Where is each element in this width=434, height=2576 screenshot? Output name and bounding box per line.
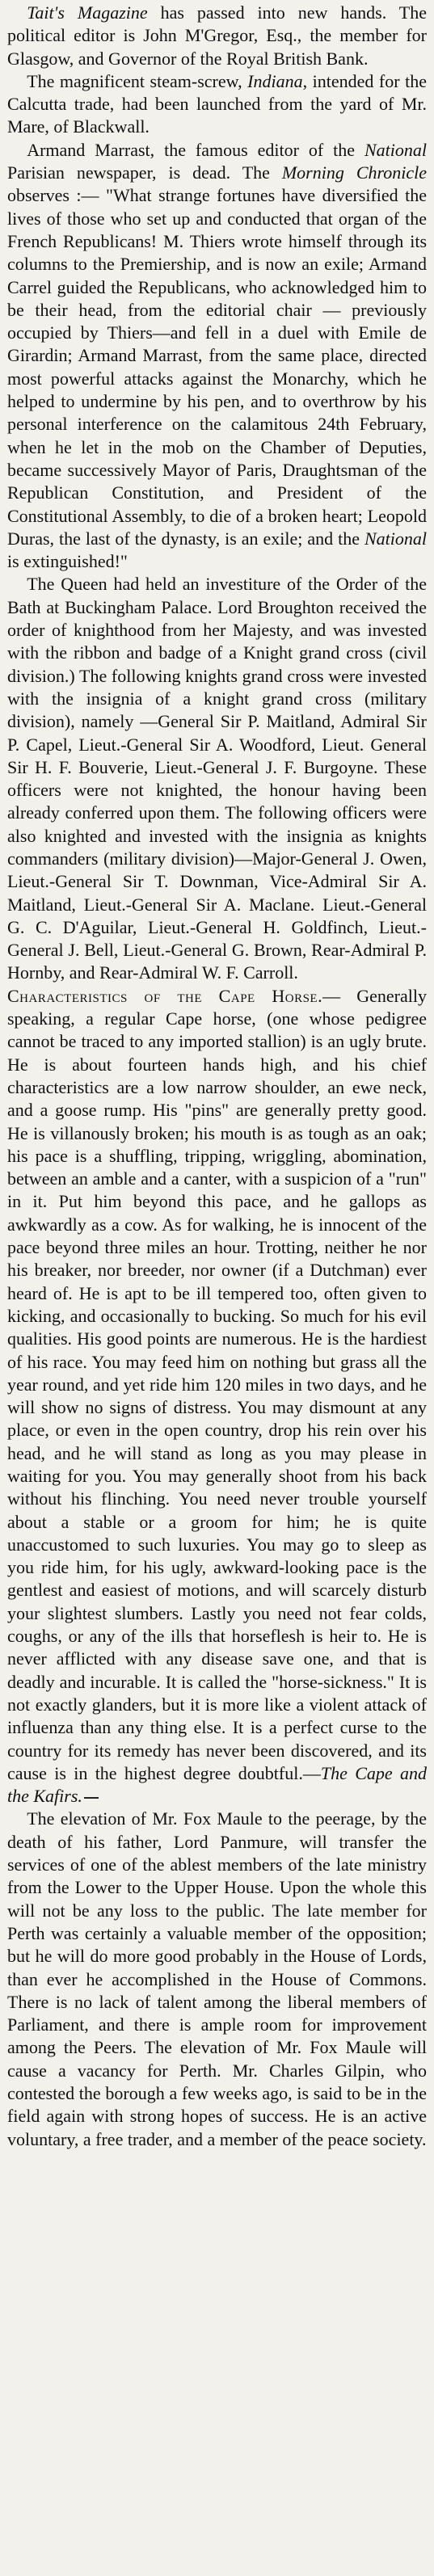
paragraph-armand-marrast bbox=[7, 139, 427, 574]
paragraph-order-of-bath bbox=[7, 573, 427, 984]
paragraph-text: observes :— "What strange fortunes have diversified the lives of those who set up and conducted that organ of the French Republicans! M. Thiers wrote himself through its columns to the Premiership, and is now an exile; Armand Carrel guided the Republicans, who acknowledged him to be their head, from the editorial chair — previously occupied by Thiers—and fell in a duel with Emile de Girardin; Armand Marrast, from the same place, directed most powerful attacks against the Monarchy, which he helped to undermine by his pen, and to overthrow by his personal interference on the calamitous 24th February, when he let in the mob on the Chamber of Deputies, became successively Mayor of Paris, Draughtsman of the Republican Constitution, and President of the Constitutional Assembly, to die of a broken heart; Leopold Duras, the last of the dynasty, is an exile; and the bbox=[7, 185, 427, 549]
paragraph-text: The magnificent steam-screw, bbox=[27, 70, 248, 91]
paragraph-text: The Queen had held an investiture of the Order of the Bath at Buckingham Palace. Lord Broughton received the order of knighthood from her Majesty, and was invested with the ribbon and badge of a Knight grand cross (civil division.) The following knights grand cross were invested with the insignia of a knight grand cross (military division), namely —General Sir P. Maitland, Admiral Sir P. Capel, Lieut.-General Sir A. Woodford, Lieut. General Sir H. F. Bouverie, Lieut.-General J. F. Burgoyne. These officers were not knighted, the honour having been already conferred upon them. The following officers were also knighted and invested with the insignia as knights commanders (military division)—Major-General J. Owen, Lieut.-General Sir T. Downman, Vice-Admiral Sir A. Maitland, Lieut.-General Sir A. Maclane. Lieut.-General G. C. D'Aguilar, Lieut.-General H. Goldfinch, Lieut.-General J. Bell, Lieut.-General G. Brown, Rear-Admiral P. Hornby, and Rear-Admiral W. F. Carroll. bbox=[7, 574, 427, 983]
paragraph-text: Armand Marrast, the famous editor of the bbox=[27, 139, 364, 160]
paragraph-text: has passed into new hands. The political editor is John M'Gregor, Esq., the member for Glasgow, and Governor of the Royal British Bank. bbox=[7, 2, 427, 69]
newspaper-name: National bbox=[364, 528, 427, 549]
paragraph-fox-maule bbox=[7, 1808, 427, 2150]
paragraph-cape-horse bbox=[7, 985, 427, 1808]
paragraph-text: , intended for the Calcutta trade, had been launched from the yard of Mr. Mare, of Blackwall. bbox=[7, 70, 427, 137]
section-heading: Characteristics of the Cape Horse. bbox=[7, 985, 323, 1006]
end-rule bbox=[84, 1797, 99, 1799]
paragraph-text: is extinguished!" bbox=[7, 551, 128, 572]
paragraph-text: — Generally speaking, a regular Cape horse, (one whose pedigree cannot be traced to any imported stallion) is an ugly brute. He is about fourteen hands high, and his chief characteristics are a low narrow shoulder, an ewe neck, and a goose rump. His "pins" are generally pretty good. He is villanously broken; his mouth is as tough as an oak; his pace is a shuffling, tripping, wriggling, abomination, between an amble and a canter, with a suspicion of a "run" in it. Put him beyond this pace, and he gallops as awkwardly as a cow. As for walking, he is innocent of the pace beyond three miles an hour. Trotting, neither he nor his breaker, nor breeder, nor owner (if a Dutchman) ever heard of. He is apt to be ill tempered too, often given to kicking, and occasionally to bucking. So much for his evil qualities. His good points are numerous. He is the hardiest of his race. You may feed him on nothing but grass all the year round, and yet ride him 120 miles in two days, and he will show no signs of distress. You may dismount at any place, or even in the open country, drop his rein over his head, and he will stand as long as you may please in waiting for you. You may generally shoot from his back without his flinching. You need never trouble yourself about a stable or a groom for him; he is quite unaccustomed to such luxuries. You may go to sleep as you ride him, for his ugly, awkward-looking pace is the gentlest and easiest of motions, and will scarcely disturb your slightest slumbers. Lastly you need not fear colds, coughs, or any of the ills that horseflesh is heir to. He is never afflicted with any disease save one, and that is deadly and incurable. It is called the "horse-sickness." It is not exactly glanders, but it is more like a violent attack of influenza than any thing else. It is a perfect curse to the country for its remedy has never been discovered, and its cause is in the highest degree doubtful.— bbox=[7, 985, 427, 1783]
magazine-title: Tait's Magazine bbox=[27, 2, 148, 23]
paragraph-text: Parisian newspaper, is dead. The bbox=[7, 162, 282, 183]
ship-name: Indiana bbox=[247, 70, 303, 91]
newspaper-name: Morning Chronicle bbox=[281, 162, 427, 183]
paragraph-taits-magazine bbox=[7, 2, 427, 70]
newspaper-name: National bbox=[364, 139, 427, 160]
source-citation: The Cape and the Kafirs. bbox=[7, 1762, 427, 1807]
paragraph-text: The elevation of Mr. Fox Maule to the peerage, by the death of his father, Lord Panmure, will transfer the services of one of the ablest members of the late ministry from the Lower to the Upper House. Upon the whole this will not be any loss to the public. The late member for Perth was certainly a valuable member of the opposition; but he will do more good probably in the House of Lords, than ever he accomplished in the House of Commons. There is no lack of talent among the liberal members of Parliament, and there is ample room for improvement among the Peers. The elevation of Mr. Fox Maule will cause a vacancy for Perth. Mr. Charles Gilpin, who contested the borough a few weeks ago, is said to be in the field again with strong hopes of success. He is an active voluntary, a free trader, and a member of the peace society. bbox=[7, 1808, 427, 2149]
paragraph-steam-screw bbox=[7, 70, 427, 139]
